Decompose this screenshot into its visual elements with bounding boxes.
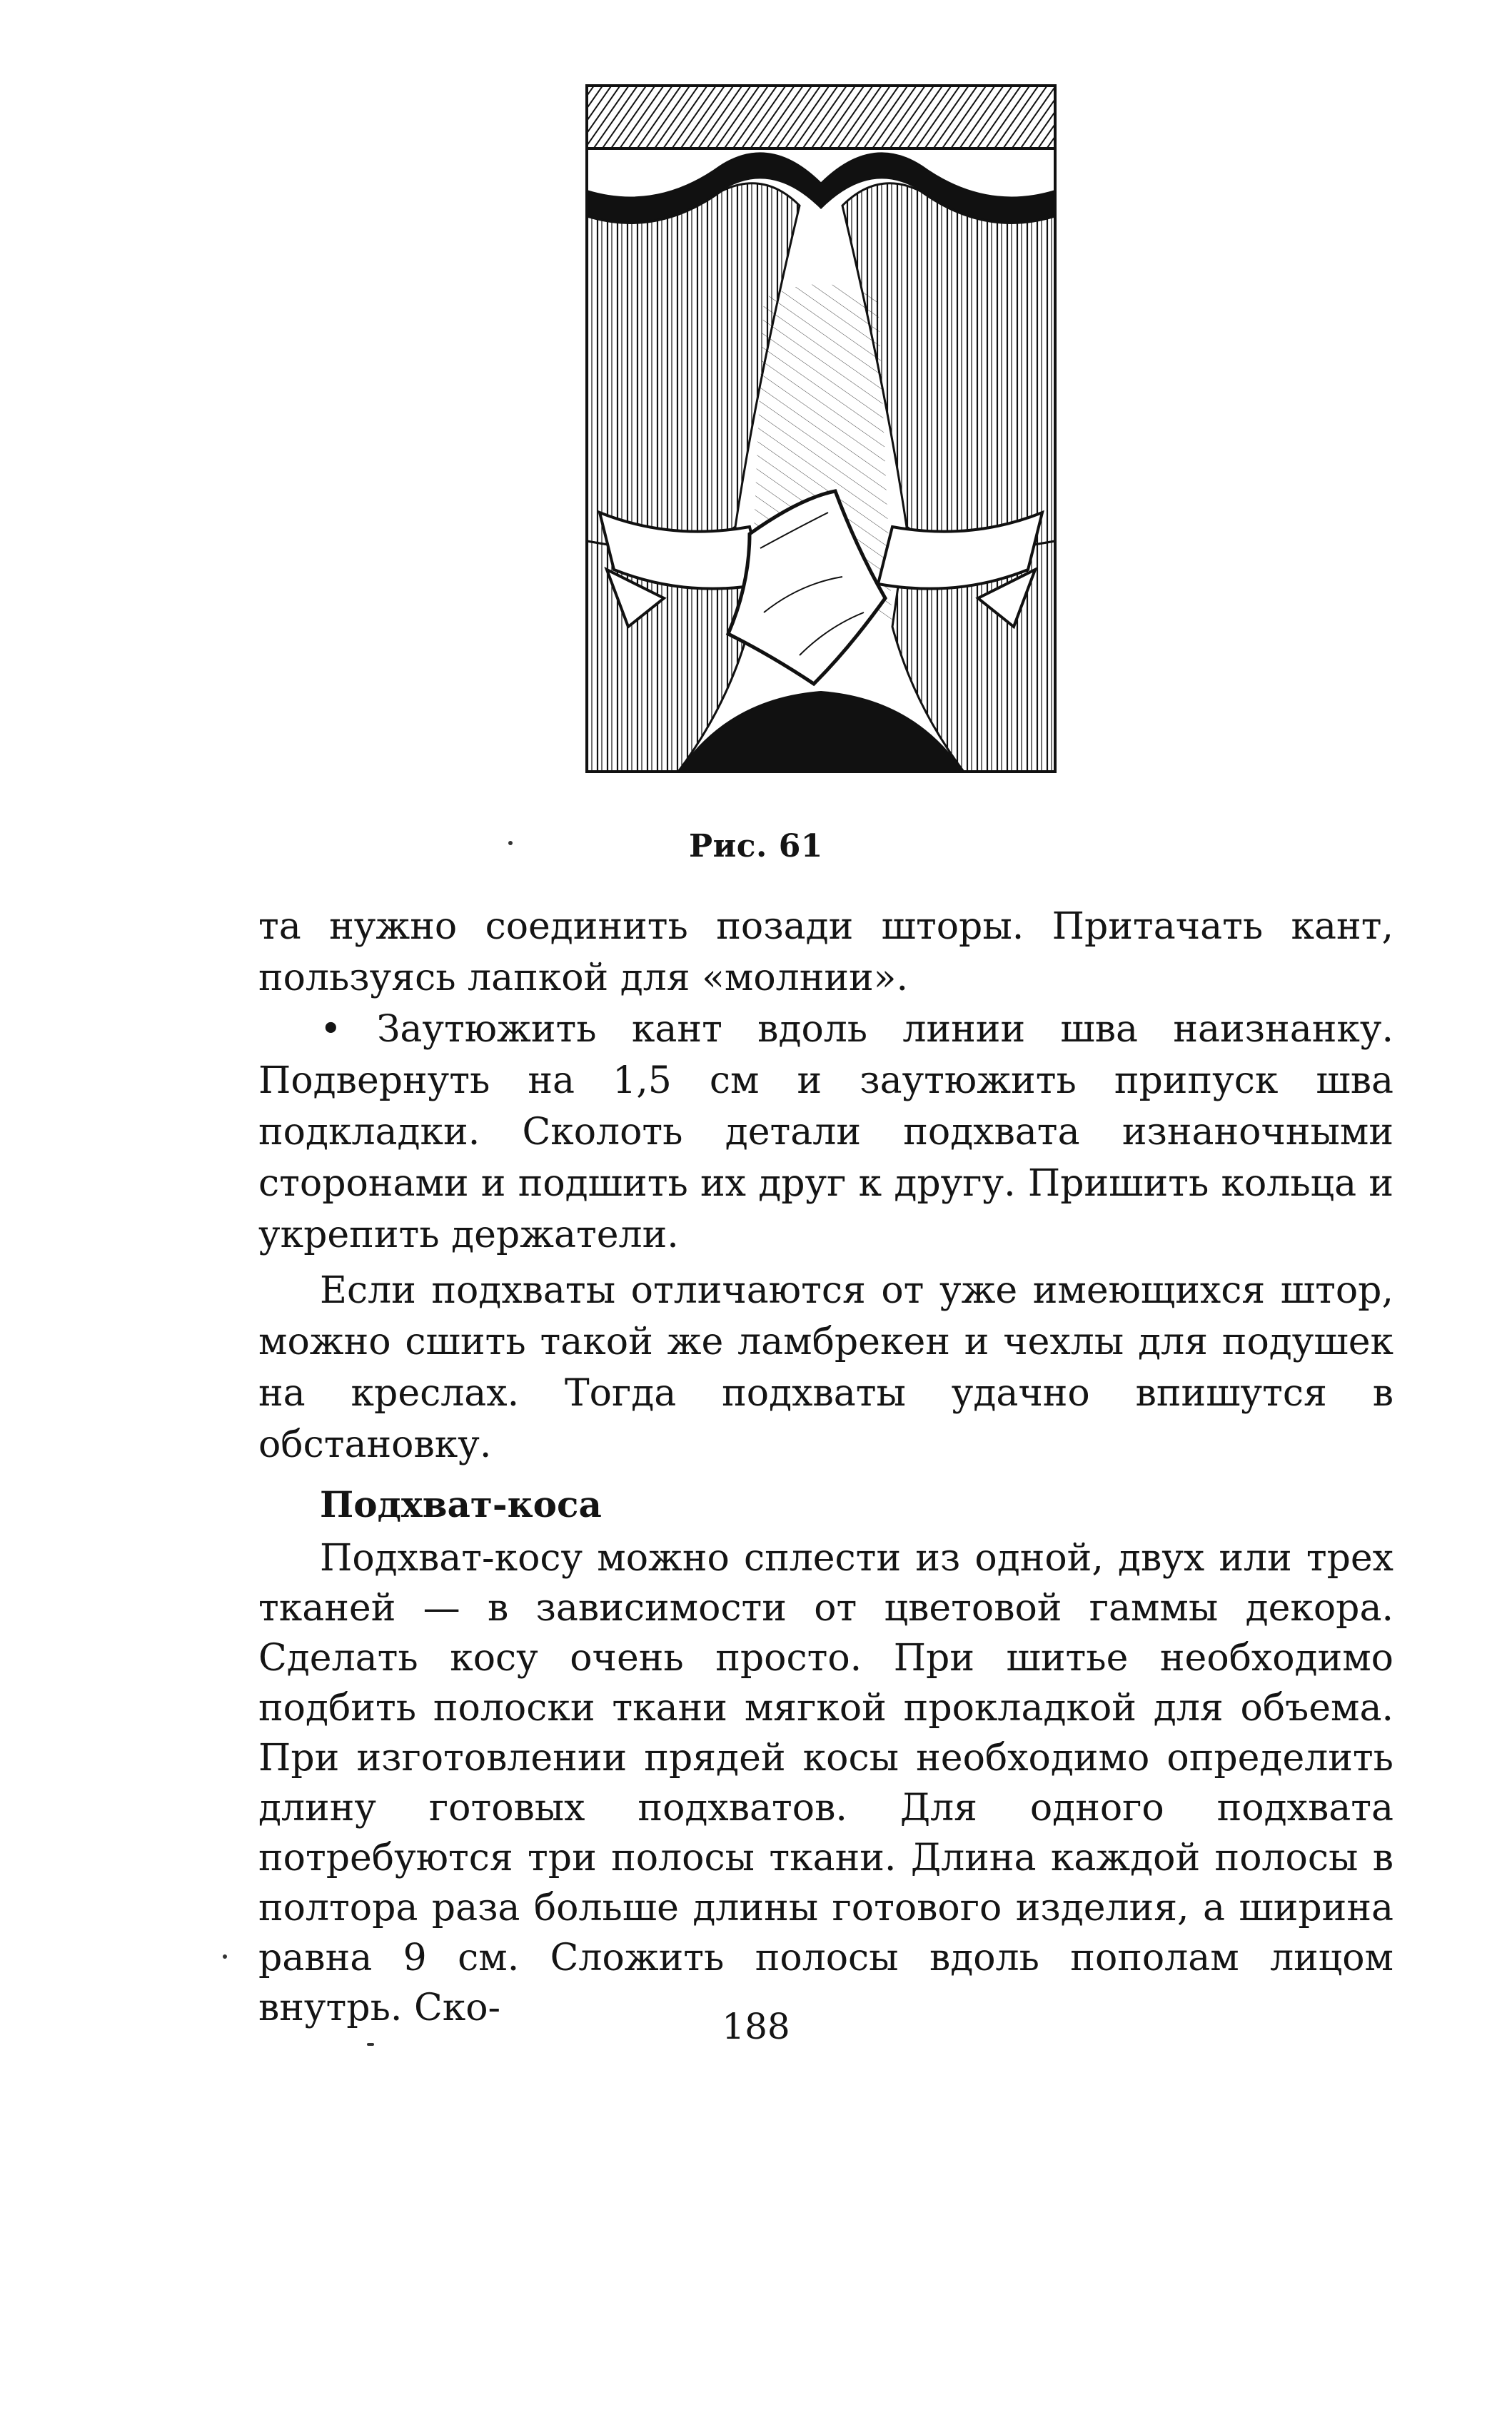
section-body [258,1533,1393,2033]
paragraph: та нужно соединить позади шторы. Притачать кант, пользуясь лапкой для «молнии». [258,905,1393,999]
page-number: 188 [722,2006,790,2047]
scan-speck [508,841,513,845]
paragraph: Подхват-косу можно сплести из одной, двух или трех тканей — в зависимости от цветовой гаммы декора. Сделать косу очень просто. При шитье необходимо подбить полоски ткани мягкой прокладкой для объема. При изготовлении прядей косы необходимо определить длину готовых подхватов. Для одного подхвата потребуются три полосы ткани. Длина каждой полосы в полтора раза больше длины готового изделия, а ширина равна 9 см. Сложить полосы вдоль пополам лицом внутрь. Ско- [258,1537,1393,2029]
section-heading: Подхват-коса [320,1483,602,1525]
figure-caption: Рис. 61 [689,828,823,864]
body-text [258,901,1393,1470]
scan-speck [223,1954,227,1959]
scan-speck [367,2043,374,2046]
curtain-illustration [585,84,1057,773]
paragraph: • Заутюжить кант вдоль линии шва наизнанку. Подвернуть на 1,5 см и заутюжить припуск шва подкладки. Сколоть детали подхвата изнаночными сторонами и подшить их друг к другу. Пришить кольца и укрепить держатели. [258,1008,1393,1256]
paragraph: Если подхваты отличаются от уже имеющихся штор, можно сшить такой же ламбрекен и чехлы для подушек на креслах. Тогда подхваты удачно впишутся в обстановку. [258,1269,1393,1466]
